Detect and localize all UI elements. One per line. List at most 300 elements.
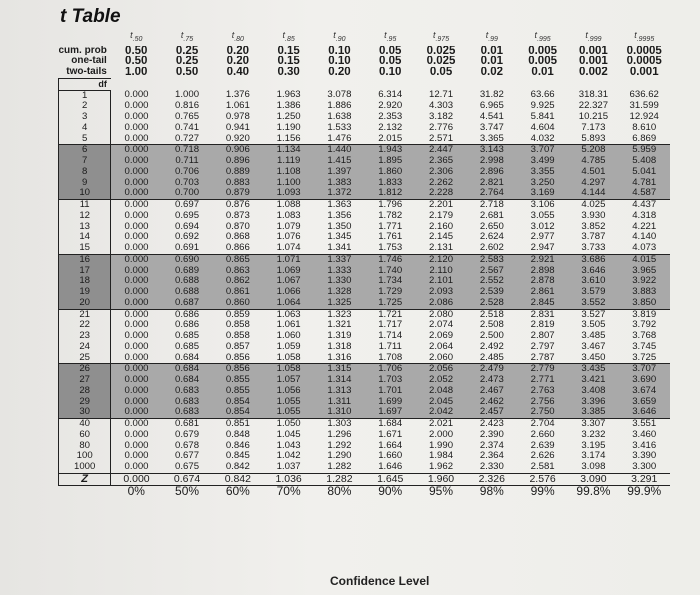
critical-value-cell: 2.626 <box>530 451 555 462</box>
symbol-subscript: .999 <box>587 35 602 43</box>
critical-value-cell: 1.356 <box>327 210 352 221</box>
critical-value-cell: 2.921 <box>517 254 568 265</box>
critical-value-cell: 0.000 <box>111 375 162 386</box>
critical-value-cell: 5.841 <box>530 112 555 123</box>
critical-value-cell: 3.659 <box>619 397 670 408</box>
df-value: 13 <box>59 222 111 233</box>
critical-value-cell: 3.055 <box>530 210 555 221</box>
critical-value-cell: 4.501 <box>568 167 619 178</box>
critical-value-cell: 2.000 <box>429 429 454 440</box>
critical-value-cell: 0.842 <box>225 462 250 473</box>
critical-value-cell: 1.328 <box>314 287 365 298</box>
critical-value-cell: 2.771 <box>517 375 568 386</box>
symbol-letter: t <box>282 30 286 40</box>
critical-value-cell: 1.066 <box>263 287 314 298</box>
critical-value-cell: 0.703 <box>162 178 213 189</box>
critical-value-cell: 1.050 <box>263 419 314 430</box>
critical-value-cell: 1.060 <box>276 331 301 342</box>
critical-value-cell: 1.703 <box>365 375 416 386</box>
critical-value-cell: 1.440 <box>314 145 365 156</box>
critical-value-cell: 3.552 <box>568 298 619 309</box>
header-symbol-cell <box>111 30 162 46</box>
critical-value-cell: 0.711 <box>162 156 213 167</box>
critical-value-cell: 0.000 <box>124 352 149 363</box>
critical-value-cell: 2.015 <box>378 133 403 144</box>
df-value: 3 <box>59 112 111 123</box>
table-row <box>59 287 670 298</box>
critical-value-cell: 0.000 <box>111 298 162 309</box>
header-symbol-cell <box>263 30 314 46</box>
z-value-cell: 2.576 <box>517 473 568 485</box>
critical-value-cell: 0.859 <box>212 309 263 320</box>
critical-value-cell: 1.071 <box>263 254 314 265</box>
critical-value-cell: 1.383 <box>314 178 365 189</box>
critical-value-cell: 1.706 <box>365 364 416 375</box>
critical-value-cell: 3.355 <box>517 167 568 178</box>
critical-value-cell: 4.221 <box>632 221 657 232</box>
table-row <box>59 232 670 243</box>
critical-value-cell: 1.319 <box>327 331 352 342</box>
page-title: t Table <box>60 6 121 27</box>
critical-value-cell: 2.998 <box>466 156 517 167</box>
critical-value-cell: 4.015 <box>619 254 670 265</box>
critical-value-cell: 1.079 <box>276 221 301 232</box>
critical-value-cell: 2.365 <box>416 156 467 167</box>
df-header-spacer <box>314 78 365 90</box>
critical-value-cell: 2.878 <box>517 276 568 287</box>
critical-value-cell: 1.660 <box>378 451 403 462</box>
critical-value-cell: 3.646 <box>568 266 619 277</box>
df-value: 15 <box>59 243 111 254</box>
df-value: 21 <box>59 309 111 320</box>
critical-value-cell: 0.000 <box>124 221 149 232</box>
critical-value-cell: 12.924 <box>629 112 659 123</box>
two-tails-row-cell: 0.50 <box>175 67 199 79</box>
critical-value-cell: 0.000 <box>124 440 149 451</box>
two-tails-row-cell: 0.30 <box>277 67 300 79</box>
critical-value-cell: 0.000 <box>124 112 149 123</box>
one-tail-row-cell: 0.001 <box>579 56 608 68</box>
critical-value-cell: 1.316 <box>327 352 352 363</box>
critical-value-cell: 4.297 <box>568 178 619 189</box>
z-value-cell: 1.282 <box>314 473 365 485</box>
critical-value-cell: 3.250 <box>517 178 568 189</box>
critical-value-cell: 63.66 <box>530 90 555 101</box>
table-row <box>59 298 670 309</box>
critical-value-cell: 3.460 <box>632 429 657 440</box>
critical-value-cell: 0.941 <box>225 122 250 133</box>
symbol-letter: t <box>333 30 336 40</box>
z-value-cell: 0.674 <box>162 473 213 485</box>
critical-value-cell: 4.604 <box>530 122 555 133</box>
confidence-cell: 95% <box>416 485 467 496</box>
df-header-spacer <box>365 78 416 90</box>
critical-value-cell: 0.854 <box>212 407 263 418</box>
df-value: 10 <box>59 188 111 199</box>
critical-value-cell: 1.057 <box>263 375 314 386</box>
critical-value-cell: 2.201 <box>416 200 467 211</box>
z-value-cell: 2.326 <box>466 473 517 485</box>
critical-value-cell: 0.000 <box>111 200 162 211</box>
critical-value-cell: 1.962 <box>429 462 454 473</box>
critical-value-cell: 2.131 <box>429 243 454 254</box>
critical-value-cell: 3.499 <box>517 156 568 167</box>
critical-value-cell: 6.965 <box>479 101 504 112</box>
critical-value-cell: 0.000 <box>124 90 149 101</box>
critical-value-cell: 0.856 <box>225 352 250 363</box>
df-header-spacer <box>466 78 517 90</box>
critical-value-cell: 2.110 <box>416 266 467 277</box>
critical-value-cell: 22.327 <box>578 101 609 112</box>
critical-value-cell: 4.587 <box>619 188 670 199</box>
critical-value-cell: 3.300 <box>632 462 657 473</box>
critical-value-cell: 1.043 <box>276 440 301 451</box>
df-value: 14 <box>59 232 111 243</box>
symbol-subscript: .95 <box>386 35 397 43</box>
critical-value-cell: 0.865 <box>212 254 263 265</box>
critical-value-cell: 0.000 <box>111 276 162 287</box>
critical-value-cell: 1.310 <box>314 407 365 418</box>
two-tails-row-cell: 0.02 <box>480 67 504 79</box>
df-value: 2 <box>59 101 111 112</box>
critical-value-cell: 3.787 <box>581 232 606 243</box>
df-value: 16 <box>59 254 111 265</box>
critical-value-cell: 3.390 <box>632 451 657 462</box>
table-row <box>59 156 670 167</box>
table-row <box>59 430 670 441</box>
critical-value-cell: 2.485 <box>479 352 504 363</box>
critical-value-cell: 2.528 <box>466 298 517 309</box>
critical-value-cell: 2.552 <box>466 276 517 287</box>
critical-value-cell: 3.551 <box>619 419 670 430</box>
critical-value-cell: 2.045 <box>416 397 467 408</box>
critical-value-cell: 1.000 <box>175 90 200 101</box>
critical-value-cell: 3.852 <box>581 221 606 232</box>
critical-value-cell: 2.467 <box>466 386 517 397</box>
critical-value-cell: 3.768 <box>632 331 657 342</box>
cum-prob-row-cell: 0.025 <box>426 45 456 57</box>
one-tail-row-cell: 0.50 <box>125 56 148 68</box>
one-tail-row-cell: 0.10 <box>328 56 351 68</box>
critical-value-cell: 9.925 <box>530 101 555 112</box>
symbol-subscript: .85 <box>285 35 295 43</box>
critical-value-cell: 1.638 <box>327 112 352 123</box>
critical-value-cell: 1.069 <box>263 266 314 277</box>
critical-value-cell: 0.000 <box>111 407 162 418</box>
table-row <box>59 397 670 408</box>
df-value: 19 <box>59 287 111 298</box>
critical-value-cell: 2.704 <box>517 419 568 430</box>
df-value: 4 <box>59 123 111 134</box>
one-tail-row-cell: 0.0005 <box>626 56 662 68</box>
critical-value-cell: 1.990 <box>429 440 454 451</box>
two-tails-row-cell: 0.01 <box>531 67 554 79</box>
df-value: 1 <box>59 90 111 101</box>
critical-value-cell: 1.984 <box>429 451 454 462</box>
critical-value-cell: 1.088 <box>263 200 314 211</box>
critical-value-cell: 0.683 <box>162 386 213 397</box>
critical-value-cell: 0.858 <box>225 331 250 342</box>
critical-value-cell: 1.740 <box>365 266 416 277</box>
critical-value-cell: 0.688 <box>162 287 213 298</box>
critical-value-cell: 1.771 <box>378 221 403 232</box>
critical-value-cell: 0.855 <box>212 386 263 397</box>
critical-value-cell: 2.650 <box>479 221 504 232</box>
critical-value-cell: 3.421 <box>568 375 619 386</box>
critical-value-cell: 1.386 <box>276 101 301 112</box>
table-row <box>59 188 670 199</box>
critical-value-cell: 5.208 <box>568 145 619 156</box>
critical-value-cell: 1.372 <box>314 188 365 199</box>
critical-value-cell: 3.646 <box>619 407 670 418</box>
critical-value-cell: 0.000 <box>124 210 149 221</box>
confidence-row <box>59 485 670 496</box>
symbol-subscript: .99 <box>488 35 498 43</box>
critical-value-cell: 2.074 <box>429 320 454 331</box>
df-value: 26 <box>59 364 111 375</box>
critical-value-cell: 3.174 <box>581 451 606 462</box>
cum-prob-row-cell: 0.01 <box>480 45 504 57</box>
critical-value-cell: 0.861 <box>212 287 263 298</box>
critical-value-cell: 0.685 <box>175 341 200 352</box>
critical-value-cell: 1.056 <box>263 386 314 397</box>
critical-value-cell: 0.697 <box>162 200 213 211</box>
critical-value-cell: 0.000 <box>111 156 162 167</box>
critical-value-cell: 3.098 <box>581 462 606 473</box>
critical-value-cell: 0.690 <box>162 254 213 265</box>
critical-value-cell: 0.675 <box>175 462 200 473</box>
table-row <box>59 331 670 342</box>
critical-value-cell: 3.686 <box>568 254 619 265</box>
critical-value-cell: 1.782 <box>378 210 403 221</box>
critical-value-cell: 0.000 <box>124 133 149 144</box>
critical-value-cell: 0.695 <box>175 210 200 221</box>
df-value: 7 <box>59 156 111 167</box>
critical-value-cell: 2.374 <box>479 440 504 451</box>
critical-value-cell: 0.855 <box>212 375 263 386</box>
two-tails-row-cell: 0.001 <box>629 67 659 79</box>
table-row <box>59 276 670 287</box>
critical-value-cell: 1.725 <box>365 298 416 309</box>
one-tail-row-cell: 0.05 <box>379 56 402 68</box>
critical-value-cell: 0.683 <box>162 397 213 408</box>
df-value: 25 <box>59 353 111 364</box>
z-value-cell: 1.036 <box>263 473 314 485</box>
critical-value-cell: 0.845 <box>225 451 250 462</box>
critical-value-cell: 0.678 <box>175 440 200 451</box>
critical-value-cell: 0.706 <box>162 167 213 178</box>
critical-value-cell: 1.119 <box>263 156 314 167</box>
critical-value-cell: 0.000 <box>124 462 149 473</box>
symbol-subscript: .90 <box>335 35 346 43</box>
critical-value-cell: 2.120 <box>416 254 467 265</box>
t-distribution-table <box>58 30 670 496</box>
one-tail-row-cell: 0.005 <box>528 56 557 68</box>
critical-value-cell: 2.797 <box>530 341 555 352</box>
critical-value-cell: 2.228 <box>416 188 467 199</box>
critical-value-cell: 10.215 <box>578 112 609 123</box>
critical-value-cell: 0.978 <box>225 112 250 123</box>
critical-value-cell: 2.364 <box>479 451 504 462</box>
table-row <box>59 112 670 123</box>
cum-prob-row-cell: 0.10 <box>328 45 351 57</box>
critical-value-cell: 0.848 <box>225 429 250 440</box>
critical-value-cell: 1.076 <box>276 232 301 243</box>
critical-value-cell: 1.282 <box>327 462 352 473</box>
critical-value-cell: 3.365 <box>479 133 504 144</box>
confidence-cell: 99.8% <box>568 485 619 496</box>
critical-value-cell: 3.610 <box>568 276 619 287</box>
symbol-letter: t <box>180 30 184 40</box>
table-row <box>59 320 670 331</box>
critical-value-cell: 2.492 <box>479 341 504 352</box>
df-value: 22 <box>59 320 111 331</box>
critical-value-cell: 1.058 <box>263 364 314 375</box>
critical-value-cell: 3.745 <box>632 341 657 352</box>
df-value: 60 <box>59 430 111 441</box>
df-header-spacer <box>619 78 670 90</box>
df-value: 100 <box>59 451 111 462</box>
critical-value-cell: 0.906 <box>212 145 263 156</box>
critical-value-cell: 4.541 <box>479 112 504 123</box>
critical-value-cell: 1.292 <box>327 440 352 451</box>
critical-value-cell: 3.747 <box>479 122 504 133</box>
critical-value-cell: 3.792 <box>632 320 657 331</box>
critical-value-cell: 2.423 <box>466 419 517 430</box>
critical-value-cell: 0.851 <box>212 419 263 430</box>
critical-value-cell: 2.660 <box>530 429 555 440</box>
critical-value-cell: 1.721 <box>365 309 416 320</box>
critical-value-cell: 31.82 <box>479 90 504 101</box>
critical-value-cell: 0.684 <box>175 352 200 363</box>
table-row <box>59 375 670 386</box>
critical-value-cell: 1.943 <box>365 145 416 156</box>
df-value: 23 <box>59 331 111 342</box>
critical-value-cell: 1.296 <box>327 429 352 440</box>
critical-value-cell: 0.686 <box>175 320 200 331</box>
critical-value-cell: 3.725 <box>632 352 657 363</box>
symbol-letter: t <box>384 30 387 40</box>
critical-value-cell: 2.064 <box>429 341 454 352</box>
critical-value-cell: 4.140 <box>632 232 657 243</box>
critical-value-cell: 2.306 <box>416 167 467 178</box>
critical-value-cell: 1.729 <box>365 287 416 298</box>
z-value-cell: 3.090 <box>568 473 619 485</box>
critical-value-cell: 1.134 <box>263 145 314 156</box>
table-row <box>59 342 670 353</box>
critical-value-cell: 3.883 <box>619 287 670 298</box>
critical-value-cell: 3.707 <box>619 364 670 375</box>
critical-value-cell: 2.457 <box>466 407 517 418</box>
cum-prob-row-cell: 0.50 <box>125 45 148 57</box>
critical-value-cell: 0.691 <box>175 243 200 254</box>
critical-value-cell: 1.311 <box>314 397 365 408</box>
df-value: 18 <box>59 276 111 287</box>
critical-value-cell: 1.796 <box>365 200 416 211</box>
critical-value-cell: 3.435 <box>568 364 619 375</box>
critical-value-cell: 2.479 <box>466 364 517 375</box>
critical-value-cell: 0.879 <box>212 188 263 199</box>
critical-value-cell: 0.694 <box>175 221 200 232</box>
critical-value-cell: 0.700 <box>162 188 213 199</box>
critical-value-cell: 0.692 <box>175 232 200 243</box>
critical-value-cell: 1.156 <box>276 133 301 144</box>
critical-value-cell: 1.314 <box>314 375 365 386</box>
critical-value-cell: 2.021 <box>416 419 467 430</box>
header-symbol-cell <box>466 30 517 46</box>
critical-value-cell: 1.363 <box>314 200 365 211</box>
critical-value-cell: 1.350 <box>327 221 352 232</box>
critical-value-cell: 0.000 <box>111 188 162 199</box>
critical-value-cell: 1.753 <box>378 243 403 254</box>
df-value: 28 <box>59 386 111 397</box>
critical-value-cell: 4.303 <box>429 101 454 112</box>
critical-value-cell: 0.876 <box>212 200 263 211</box>
critical-value-cell: 2.583 <box>466 254 517 265</box>
critical-value-cell: 1.860 <box>365 167 416 178</box>
cum-prob-row-cell: 0.0005 <box>626 45 662 57</box>
symbol-letter: t <box>130 30 133 40</box>
critical-value-cell: 1.093 <box>263 188 314 199</box>
critical-value-cell: 0.000 <box>124 451 149 462</box>
critical-value-cell: 0.727 <box>175 133 200 144</box>
critical-value-cell: 1.058 <box>276 352 301 363</box>
critical-value-cell: 0.868 <box>225 232 250 243</box>
critical-value-cell: 0.000 <box>111 266 162 277</box>
critical-value-cell: 4.437 <box>619 200 670 211</box>
critical-value-cell: 1.701 <box>365 386 416 397</box>
confidence-cell: 90% <box>365 485 416 496</box>
critical-value-cell: 2.080 <box>416 309 467 320</box>
critical-value-cell: 2.581 <box>530 462 555 473</box>
table-row <box>59 243 670 254</box>
critical-value-cell: 3.527 <box>568 309 619 320</box>
critical-value-cell: 2.462 <box>466 397 517 408</box>
critical-value-cell: 1.699 <box>365 397 416 408</box>
critical-value-cell: 5.408 <box>619 156 670 167</box>
z-value-cell: 3.291 <box>619 473 670 485</box>
critical-value-cell: 1.061 <box>276 320 301 331</box>
critical-value-cell: 0.681 <box>162 419 213 430</box>
table-row <box>59 407 670 418</box>
critical-value-cell: 0.677 <box>175 451 200 462</box>
df-header-spacer <box>416 78 467 90</box>
symbol-subscript: .50 <box>132 35 143 43</box>
critical-value-cell: 0.684 <box>162 375 213 386</box>
critical-value-cell: 8.610 <box>632 122 657 133</box>
df-value: 20 <box>59 298 111 309</box>
critical-value-cell: 1.315 <box>314 364 365 375</box>
table-row <box>59 462 670 473</box>
df-value: 6 <box>59 145 111 156</box>
table-row <box>59 123 670 134</box>
critical-value-cell: 0.684 <box>162 364 213 375</box>
critical-value-cell: 0.896 <box>212 156 263 167</box>
critical-value-cell: 0.854 <box>212 397 263 408</box>
two-tails-row-cell: 0.20 <box>328 67 351 79</box>
confidence-cell: 99% <box>517 485 568 496</box>
critical-value-cell: 4.318 <box>632 210 657 221</box>
critical-value-cell: 0.000 <box>111 145 162 156</box>
critical-value-cell: 2.896 <box>466 167 517 178</box>
critical-value-cell: 5.893 <box>581 133 606 144</box>
critical-value-cell: 31.599 <box>629 101 659 112</box>
critical-value-cell: 4.032 <box>530 133 555 144</box>
df-value: 80 <box>59 441 111 452</box>
header-symbol-cell <box>365 30 416 46</box>
critical-value-cell: 0.688 <box>162 276 213 287</box>
critical-value-cell: 3.169 <box>517 188 568 199</box>
